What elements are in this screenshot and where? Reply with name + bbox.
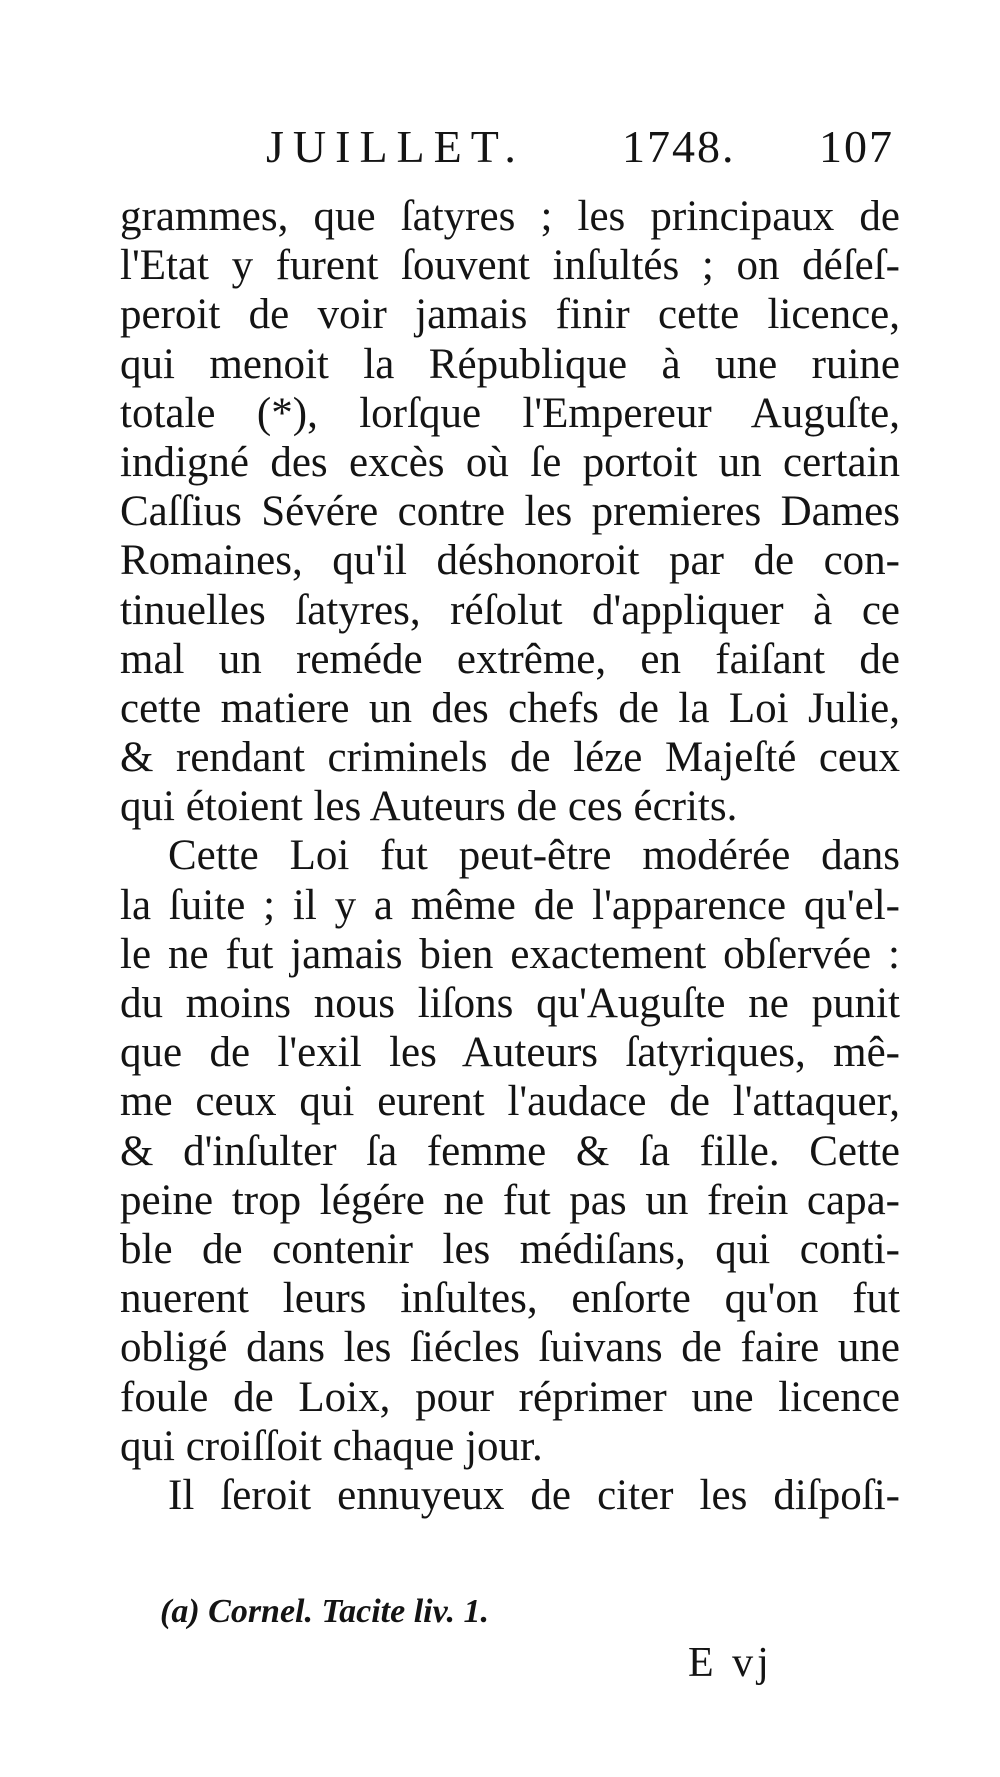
text-line: cette matiere un des chefs de la Loi Julie, <box>120 684 900 732</box>
running-head <box>120 112 900 182</box>
body-text <box>120 192 900 1520</box>
text-line: foule de Loix, pour réprimer une licence <box>120 1373 900 1421</box>
text-line: tinuelles ſatyres, réſolut d'appliquer à ce <box>120 586 900 634</box>
footnote: (a) Cornel. Tacite liv. 1. <box>160 1593 489 1630</box>
text-line: peroit de voir jamais finir cette licence, <box>120 291 900 339</box>
text-line: la ſuite ; il y a même de l'apparence qu'el- <box>120 881 900 929</box>
text-line: qui croiſſoit chaque jour. <box>120 1422 543 1470</box>
text-line: l'Etat y furent ſouvent inſultés ; on déſeſ- <box>120 242 900 290</box>
text-line: me ceux qui eurent l'audace de l'attaquer, <box>120 1078 900 1126</box>
text-line: du moins nous liſons qu'Auguſte ne punit <box>120 980 900 1027</box>
paragraph-start-line: Il ſeroit ennuyeux de citer les diſpoſi- <box>168 1471 900 1519</box>
page-number: 107 <box>819 121 894 172</box>
text-line: ble de contenir les médiſans, qui conti- <box>120 1225 900 1273</box>
text-line: nuerent leurs inſultes, enſorte qu'on fut <box>120 1275 900 1323</box>
text-line: le ne fut jamais bien exactement obſervée : <box>120 930 900 978</box>
text-line: Romaines, qu'il déshonoroit par de con- <box>120 537 900 585</box>
text-line: qui étoient les Auteurs de ces écrits. <box>120 783 738 831</box>
text-line: peine trop légére ne fut pas un frein capa- <box>120 1176 900 1224</box>
text-line: & d'inſulter ſa femme & ſa fille. Cette <box>120 1127 900 1175</box>
text-line: obligé dans les ſiécles ſuivans de faire une <box>120 1324 900 1372</box>
text-line: & rendant criminels de léze Majeſté ceux <box>120 734 900 782</box>
text-line: totale (*), lorſque l'Empereur Auguſte, <box>120 389 900 437</box>
signature-mark: E vj <box>688 1640 773 1686</box>
text-line: que de l'exil les Auteurs ſatyriques, mê- <box>120 1029 900 1077</box>
paragraph-start-line: Cette Loi fut peut-être modérée dans <box>168 832 900 880</box>
text-line: qui menoit la République à une ruine <box>120 340 900 388</box>
running-head-title: JUILLET. <box>266 121 525 172</box>
text-line: Caſſius Sévére contre les premieres Dames <box>120 488 900 536</box>
text-line: mal un reméde extrême, en faiſant de <box>120 635 900 683</box>
text-line: indigné des excès où ſe portoit un certain <box>120 438 900 486</box>
running-head-year: 1748. <box>622 121 736 172</box>
text-line: grammes, que ſatyres ; les principaux de <box>120 193 900 240</box>
